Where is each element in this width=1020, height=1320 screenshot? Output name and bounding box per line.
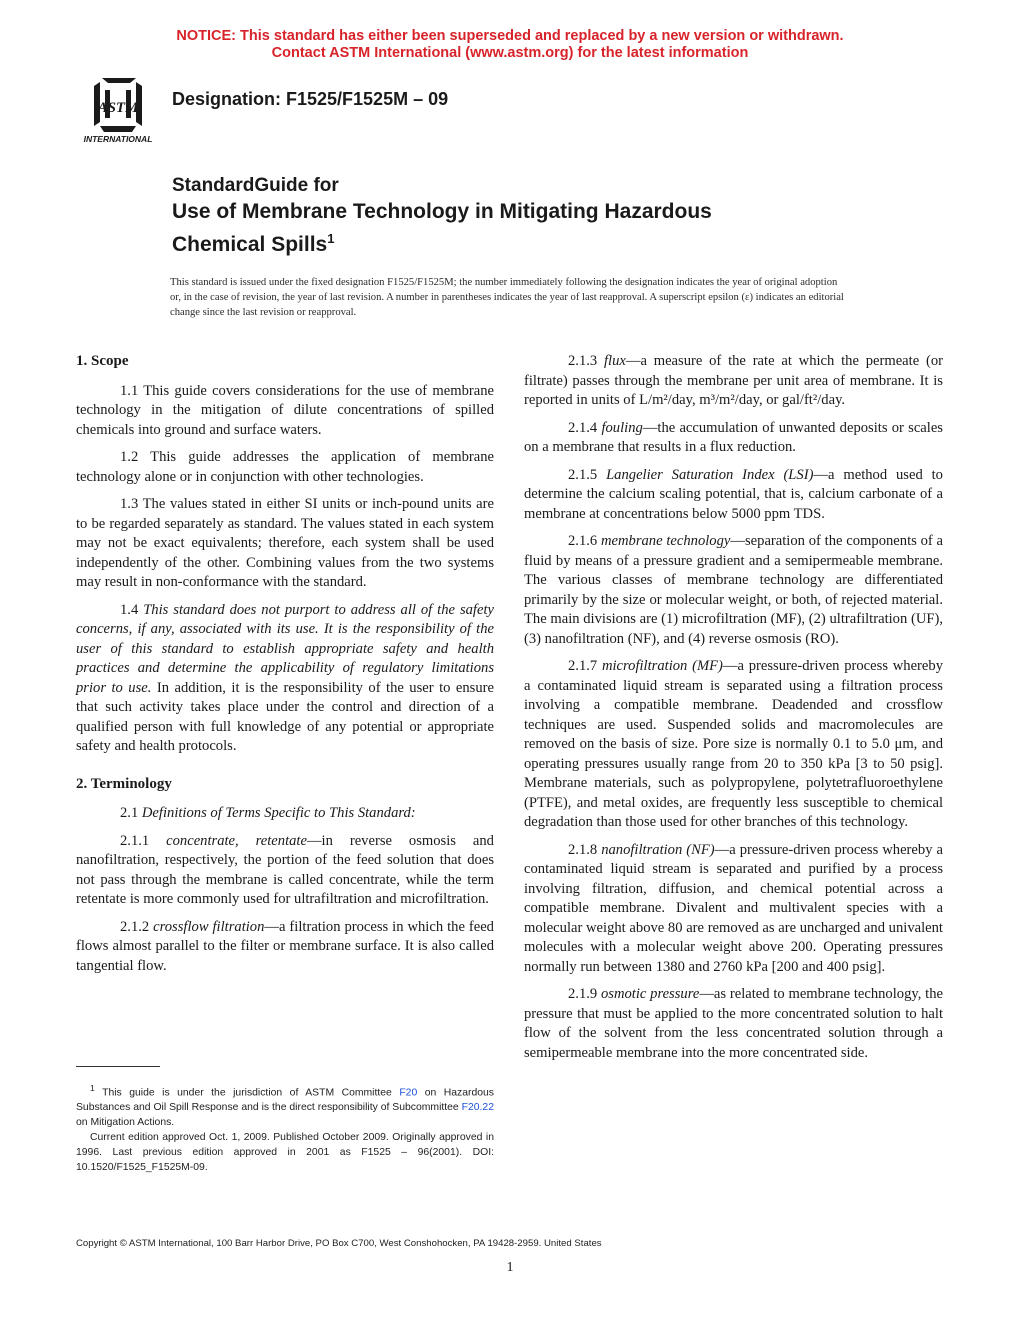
withdrawal-notice [0,28,1020,62]
para-2-1-7-text: —a pressure-driven process whereby a contaminated liquid stream is separated using a filtration process involving a compatible membrane. Deadended and crossflow techniques are used. Suspended solids and macromolecules are removed on the basis of size. Pore size is normally 0.1 to 5.0 μm, and operating pressures usually range from 20 to 350 kPa [3 to 50 psig]. Membrane materials, such as polypropylene, polytetrafluoroethylene (PTFE), and metal oxides, are frequently less susceptible to chemical degradation than those used for other branches of this technology. [524,658,943,830]
title-line-2: Use of Membrane Technology in Mitigating Hazardous [172,200,712,223]
para-1-4-num: 1.4 [120,601,144,618]
para-2-1-1-text: —in reverse osmosis and nanofiltration, respectively, the portion of the feed solution that does not pass through the membrane is called concentrate, while the term retentate is more commonly used for ultrafiltration and microfiltration. [76,832,494,907]
para-1-4 [76,601,494,757]
term-osmotic-pressure: osmotic pressure [600,986,700,1002]
title-line-3-text: Chemical Spills [172,233,328,256]
term-crossflow: crossflow filtration [153,918,265,935]
title-footnote-mark: 1 [327,231,335,246]
para-2-1-7 [524,657,943,833]
footnote-text-a: This guide is under the jurisdiction of ASTM Committee [94,1087,400,1099]
right-column [524,352,943,1071]
para-2-1-4 [524,419,943,458]
para-1-4-rest: In addition, it is the responsibility of the user to ensure that such activity takes place under the control and direction of a qualified person with full knowledge of any potential or appropriate safety and health protocols. [76,679,494,754]
logo-subtext: INTERNATIONAL [83,134,153,144]
footnote-divider [76,1066,160,1067]
committee-f20-link[interactable]: F20 [399,1087,418,1099]
para-1-4-italic: This standard does not purport to address all of the safety concerns, if any, associated with its use. It is the responsibility of the user of this standard to establish appropriate safety and health practices and determine the applicability of regulatory limitations prior to use. [76,601,494,696]
para-1-2: 1.2 This guide addresses the application of membrane technology alone or in conjunction with other technologies. [76,449,494,485]
footnote-mark: 1 [90,1083,95,1093]
footnote [76,1081,494,1175]
issued-note: This standard is issued under the fixed designation F1525/F1525M; the number immediately following the designation indicates the year of original adoption or, in the case of revision, the year of last revision. A number in parentheses indicates the year of last reapproval. A superscript epsilon (ε) indicates an editorial change since the last revision or reapproval. [170,277,844,318]
footnote-para-2: Current edition approved Oct. 1, 2009. Published October 2009. Originally approved in 1996. Last previous edition approved in 2001 as F1525 – 96(2001). DOI: 10.1520/F1525_F1525M-09. [76,1132,494,1174]
para-2-1 [76,804,494,824]
para-2-1-2-num: 2.1.2 [120,918,154,935]
para-2-1-1 [76,832,494,910]
para-2-1-5-num: 2.1.5 [568,466,607,483]
page-number: 1 [506,1260,514,1275]
para-2-1-6 [524,532,943,649]
para-2-1-3-text: —a measure of the rate at which the permeate (or filtrate) passes through the membrane per unit area of membrane. It is reported in units of L/m²/day, m³/m²/day, or gal/ft²/day. [524,353,943,408]
para-2-1-italic: Definitions of Terms Specific to This Standard: [141,805,416,821]
left-column [76,352,494,984]
title-line-1: StandardGuide for [172,175,339,196]
para-1-3: 1.3 The values stated in either SI units or inch-pound units are to be regarded separately as standard. The values stated in each system may not be exact equivalents; therefore, each system shall be used independently of the other. Combining values from the two systems may result in non-conformance with the standard. [76,496,494,590]
term-fouling: fouling [601,419,643,436]
para-2-1-8-num: 2.1.8 [568,841,602,858]
para-2-1-num: 2.1 [120,805,142,821]
astm-logo [72,74,164,146]
term-concentrate: concentrate, retentate [166,832,307,849]
footnote-text-b: on Hazardous Substances and Oil Spill Response and is the direct responsibility of Subcommittee [76,1087,494,1114]
copyright: Copyright © ASTM International, 100 Barr Harbor Drive, PO Box C700, West Conshohocken, PA 19428-2959. United States [76,1238,602,1249]
term-lsi: Langelier Saturation Index (LSI) [606,466,814,483]
para-1-1: 1.1 This guide covers considerations for the use of membrane technology in the mitigation of dilute concentrations of spilled chemicals into ground and surface waters. [76,382,494,438]
para-2-1-6-num: 2.1.6 [568,533,601,549]
footnote-para-1 [76,1081,494,1130]
term-flux: flux [603,353,626,369]
para-2-1-5 [524,466,943,525]
terminology-heading: 2. Terminology [76,775,172,792]
notice-line-1: NOTICE: This standard has either been superseded and replaced by a new version or withdrawn. [176,28,844,44]
para-2-1-9 [524,985,943,1063]
para-2-1-4-text: —the accumulation of unwanted deposits or scales on a membrane that results in a flux reduction. [524,419,943,455]
para-2-1-7-num: 2.1.7 [568,658,602,674]
subcommittee-f20-22-link[interactable]: F20.22 [461,1102,494,1114]
para-2-1-6-text: —separation of the components of a fluid by means of a pressure gradient and a semipermeable membrane. The various classes of membrane technology are differentiated primarily by the size or molecular weight, or both, of rejected material. The main divisions are (1) microfiltration (MF), (2) ultrafiltration (UF), (3) nanofiltration (NF), and (4) reverse osmosis (RO). [524,533,944,647]
para-2-1-4-num: 2.1.4 [568,419,602,436]
term-membrane-technology: membrane technology [600,533,731,549]
notice-line-2: Contact ASTM International (www.astm.org) for the latest information [271,45,749,61]
term-nanofiltration: nanofiltration (NF) [601,841,715,858]
para-2-1-9-text: —as related to membrane technology, the pressure that must be applied to the more concentrated solution to halt flow of the solvent from the less concentrated solution through a semipermeable membrane into the more concentrated side. [524,986,943,1061]
logo-letters: ASTM [97,100,139,116]
para-2-1-8 [524,841,943,978]
term-microfiltration: microfiltration (MF) [601,658,723,674]
title-line-3 [172,225,712,258]
para-2-1-3 [524,352,943,411]
para-2-1-5-text: —a method used to determine the calcium scaling potential, that is, calcium carbonate of a membrane at concentrations below 5000 ppm TDS. [524,466,943,522]
scope-heading: 1. Scope [76,353,129,369]
footnote-text-c: on Mitigation Actions. [76,1117,175,1129]
para-2-1-9-num: 2.1.9 [568,986,601,1002]
document-title [172,174,712,258]
para-2-1-8-text: —a pressure-driven process whereby a contaminated liquid stream is separated and purified by a process involving filtration, diffusion, and chemical potential across a compatible membrane. Divalent and multivalent species with a molecular weight above 80 are removed as are uncharged and univalent molecules with a molecular weight above 200. Operating pressures normally run between 1380 and 2760 kPa [200 and 400 psig]. [524,841,943,975]
para-2-1-2-text: —a filtration process in which the feed flows almost parallel to the filter or membrane surface. It is also called tangential flow. [76,918,494,974]
para-2-1-2 [76,918,494,977]
designation: Designation: F1525/F1525M – 09 [172,89,449,109]
para-2-1-3-num: 2.1.3 [568,353,604,369]
para-2-1-1-num: 2.1.1 [120,832,167,849]
